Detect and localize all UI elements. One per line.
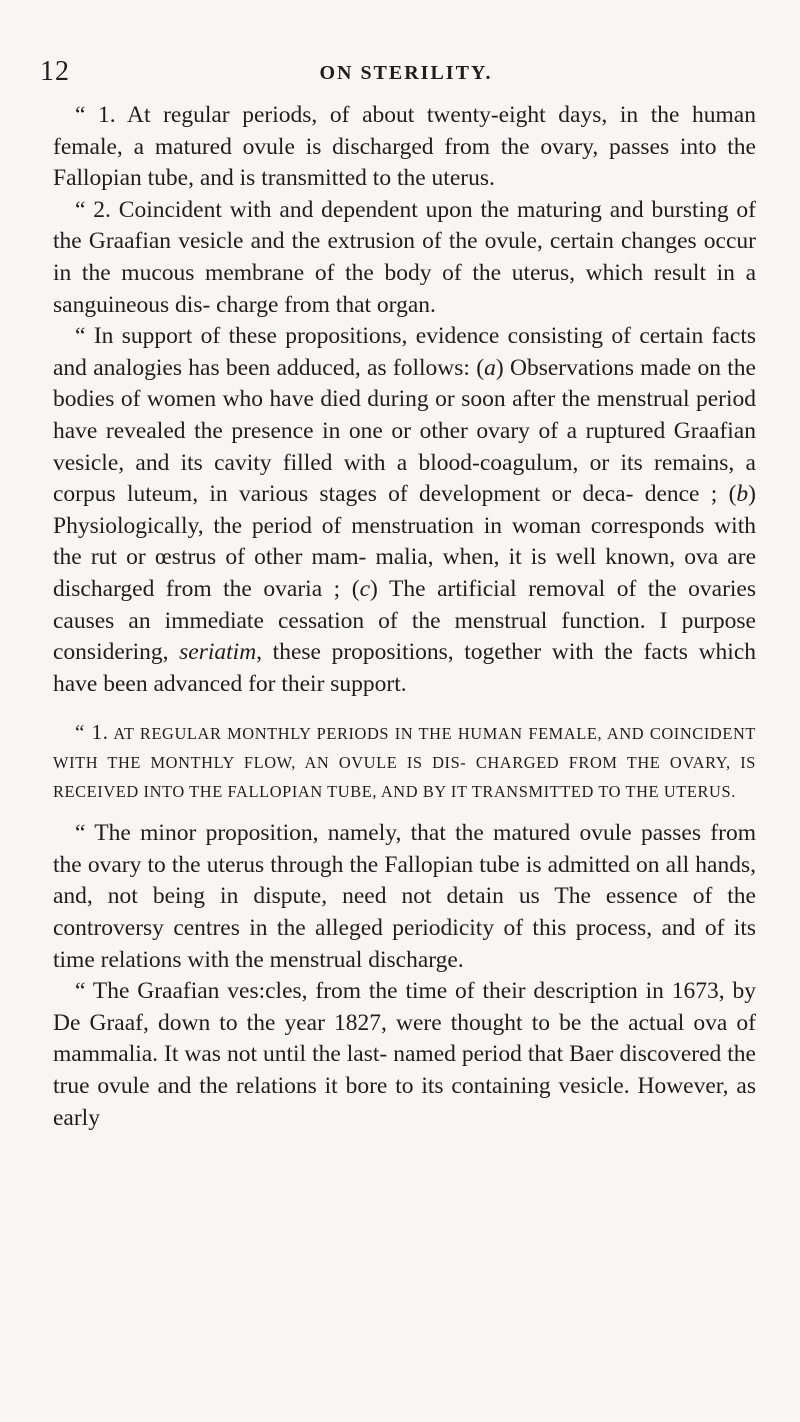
section-heading	[53, 718, 756, 806]
section-heading-text: AT REGULAR MONTHLY PERIODS IN THE HUMAN FEMALE, AND COINCIDENT WITH THE MONTHLY FLOW, AN OVULE IS DIS- CHARGED FROM THE OVARY, IS RECEIVED INTO THE FALLOPIAN TUBE, AND BY IT TRANSMITTED TO THE UTERUS.	[53, 724, 756, 802]
paragraph-graafian-vesicles: “ The Graafian ves:cles, from the time of their description in 1673, by De Graaf, down to the year 1827, were thought to be the actual ova of mammalia. It was not until the last- named period that Baer discovered the true ovule and the relations it bore to its containing vesicle. However, as early	[53, 978, 756, 1131]
paragraph-proposition-2: “ 2. Coincident with and dependent upon the maturing and bursting of the Graafian vesicle and the extrusion of the ovule, certain changes occur in the mucous membrane of the body of the uterus, which result in a sanguineous dis- charge from that organ.	[53, 196, 756, 318]
paragraph-minor-proposition: “ The minor proposition, namely, that the matured ovule passes from the ovary to the uterus through the Fallopian tube is admitted on all hands, and, not being in dispute, need not detain us The essence of the controversy centres in the alleged periodicity of this process, and of its time relations with the menstrual discharge.	[53, 820, 756, 973]
body-text	[53, 100, 756, 1134]
paragraph-proposition-1: “ 1. At regular periods, of about twenty-eight days, in the human female, a matured ovule is discharged from the ovary, passes into the Fallopian tube, and is transmitted to the uterus.	[53, 102, 756, 192]
running-head: ON STERILITY.	[319, 62, 493, 84]
page-number: 12	[40, 56, 70, 87]
paragraph-support: “ In support of these propositions, evidence consisting of certain facts and analogies has been adduced, as follows: (a) Observations made on the bodies of women who have died during or soon after the menstrual period have revealed the presence in one or other ovary of a ruptured Graafian vesicle, and its cavity filled with a blood-coagulum, or its remains, a corpus luteum, in various stages of development or deca- dence ; (b) Physiologically, the period of menstruation in woman corresponds with the rut or œstrus of other mam- malia, when, it is well known, ova are discharged from the ovaria ; (c) The artificial removal of the ovaries causes an immediate cessation of the menstrual function. I purpose considering, seriatim, these propositions, together with the facts which have been advanced for their support.	[53, 323, 757, 697]
page-header	[40, 56, 760, 96]
section-number: “ 1.	[75, 720, 109, 745]
